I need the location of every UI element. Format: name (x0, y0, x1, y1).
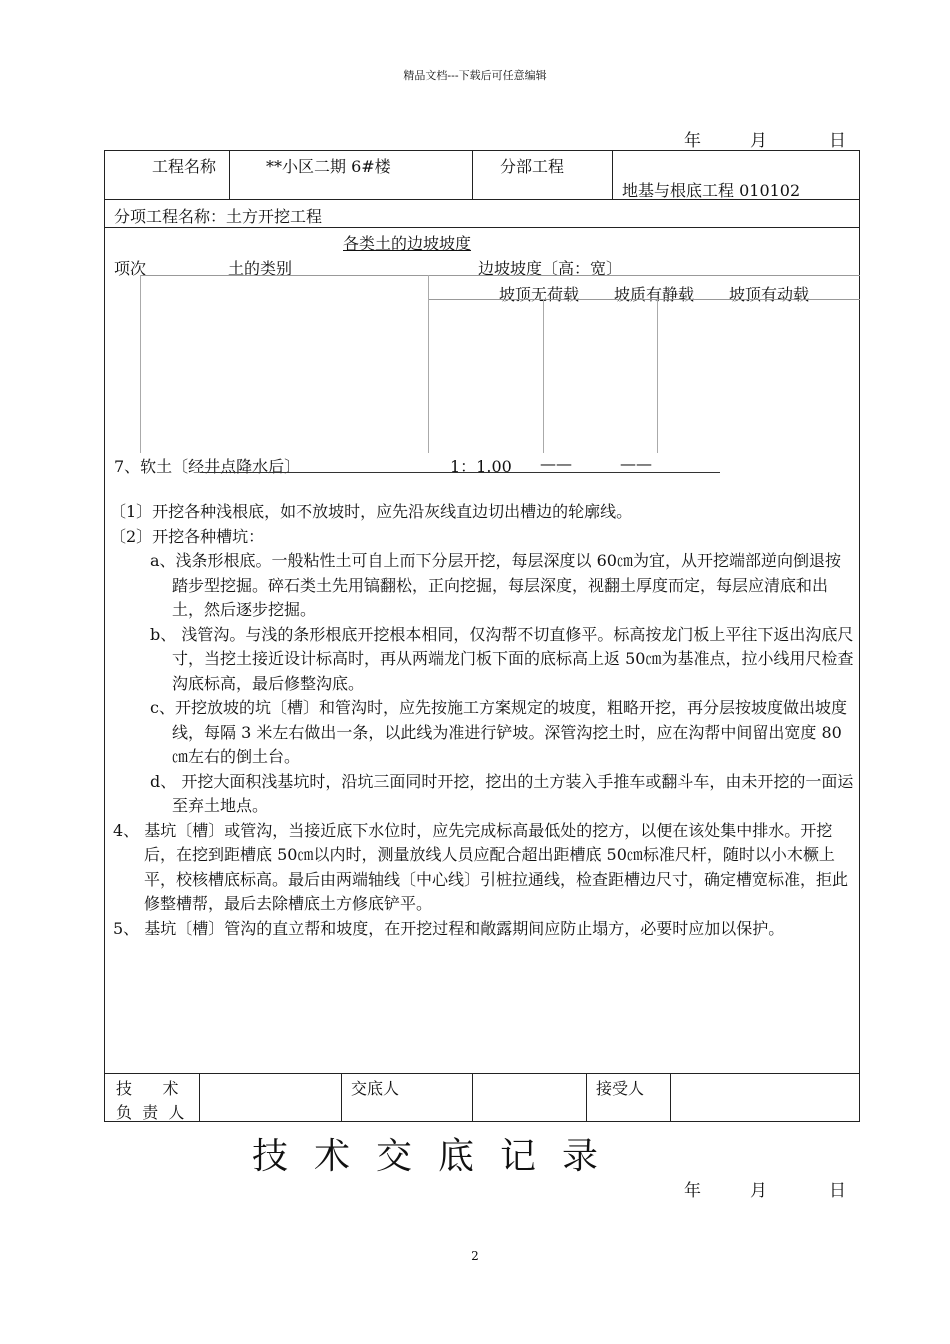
subitem-label: 分项工程名称：土方开挖工程 (114, 207, 323, 226)
project-name-label: 工程名称 (152, 157, 217, 176)
row7-soil: 7、软土〔经井点降水后〕 (114, 457, 301, 476)
date-line-2 (0, 1176, 950, 1201)
tech-lead-label-bottom: 负 责 人 (116, 1103, 185, 1122)
year-label: 年 (684, 1181, 701, 1201)
row7-ratio: 1：1.00 (450, 457, 512, 476)
page-number: 2 (471, 1249, 479, 1263)
step-2c: c、开挖放坡的坑〔槽〕和管沟时，应先按施工方案规定的坡度，粗略开挖，再分层按坡度做出坡度线，每隔 3 米左右做出一条，以此线为准进行铲坡。深管沟挖土时，应在沟帮中间留出宽度 80㎝左右的倒土台。 (150, 698, 847, 766)
month-label: 月 (750, 1181, 767, 1201)
date-line (0, 126, 950, 151)
division-label: 分部工程 (500, 157, 565, 176)
month-label: 月 (750, 131, 767, 151)
day-label: 日 (829, 131, 846, 151)
step-5: 5、 基坑〔槽〕管沟的直立帮和坡度，在开挖过程和敞露期间应防止塌方，必要时应加以保护。 (113, 918, 785, 938)
step-4: 4、 基坑〔槽〕或管沟，当接近底下水位时，应先完成标高最低处的挖方，以便在该处集中排水。开挖后，在挖到距槽底 50㎝以内时，测量放线人员应配合超出距槽底 50㎝标准尺杆，随时以小木橛上平，校核槽底标高。最后由两端轴线〔中心线〕引桩拉通线，检查距槽边尺寸，确定槽宽标准，拒此修整槽帮，最后去除槽底土方修底铲平。 (113, 820, 849, 913)
tech-lead-label-top: 技 术 (116, 1079, 179, 1098)
next-page-title: 技术交底记录 (252, 1136, 625, 1177)
project-name-value: **小区二期 6#楼 (266, 157, 391, 176)
col-item-label: 项次 (114, 259, 147, 278)
step-2b: b、 浅管沟。与浅的条形根底开挖根本相同，仅沟帮不切直修平。标高按龙门板上平往下返出沟底尺寸，当挖土接近设计标高时，再从两端龙门板下面的底标高上返 50㎝为基准点，拉小线用尺检查沟底标高，最后修整沟底。 (150, 624, 854, 693)
sub-static-load: 坡质有静载 (614, 285, 695, 304)
day-label: 日 (829, 1181, 846, 1201)
year-label: 年 (684, 131, 701, 151)
construction-steps (110, 500, 854, 941)
col-soil-label: 土的类别 (228, 259, 293, 278)
step-2: 〔2〕开挖各种槽坑： (110, 526, 265, 546)
step-2a: a、浅条形根底。一般粘性土可自上而下分层开挖，每层深度以 60㎝为宜，从开挖端部逆向倒退按踏步型挖掘。碎石类土先用镐翻松，正向挖掘，每层深度，视翻土厚度而定，每层应清底和出土，然后逐步挖掘。 (150, 551, 841, 619)
division-value: 地基与根底工程 010102 (622, 181, 801, 200)
handover-label: 交底人 (351, 1079, 400, 1098)
row7-static: —— (540, 454, 572, 473)
sub-no-load: 坡顶无荷载 (499, 285, 580, 304)
slope-table-title: 各类土的边坡坡度 (343, 234, 472, 253)
step-1: 〔1〕开挖各种浅根底，如不放坡时，应先沿灰线直边切出槽边的轮廓线。 (110, 502, 633, 521)
row7-dynamic: —— (620, 454, 652, 473)
sub-dynamic-load: 坡顶有动载 (729, 285, 810, 304)
header-note: 精品文档---下载后可任意编辑 (403, 69, 547, 82)
col-slope-label: 边坡坡度〔高：宽〕 (478, 259, 623, 278)
receiver-label: 接受人 (596, 1079, 645, 1098)
step-2d: d、 开挖大面积浅基坑时，沿坑三面同时开挖，挖出的土方装入手推车或翻斗车，由未开挖的一面运至弃土地点。 (150, 771, 854, 815)
